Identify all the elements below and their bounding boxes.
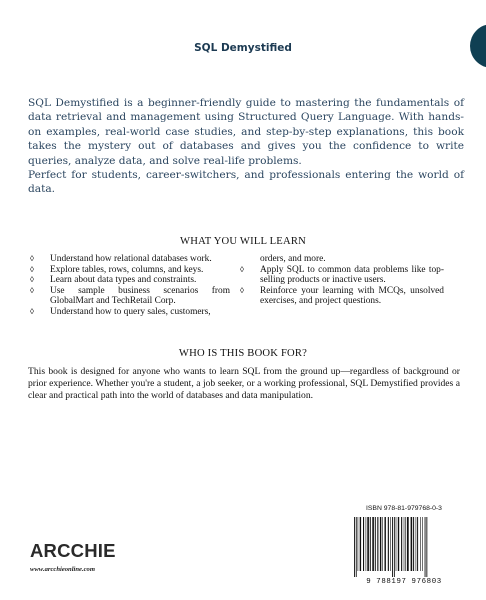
barcode-bar: [377, 517, 378, 571]
diamond-bullet-icon: ◊: [30, 275, 34, 285]
barcode-bar: [375, 517, 376, 571]
learn-heading: WHAT YOU WILL LEARN: [180, 236, 306, 247]
who-paragraph: This book is designed for anyone who wants to learn SQL from the ground up—regardless of background or prior experience. Whether you're a student, a job seeker, or a working professional, SQL Demystified provides a clear and practical path into the world of databases and data manipulation.: [28, 366, 460, 402]
learn-item: [30, 275, 230, 286]
barcode-bar: [413, 517, 414, 571]
barcode-bar: [407, 517, 409, 571]
publisher-logo: ARCCHIE: [30, 540, 116, 561]
barcode-bar: [360, 517, 361, 571]
learn-item: [240, 265, 444, 286]
barcode-bar: [367, 517, 369, 571]
barcode-bar: [382, 517, 383, 571]
learn-item: [30, 307, 230, 318]
barcode-bar: [422, 517, 423, 571]
book-title: SQL Demystified: [194, 42, 292, 54]
barcode-bar: [404, 517, 405, 571]
blurb-paragraph-1: SQL Demystified is a beginner-friendly guide to mastering the fundamentals of data retrieval and management using Structured Query Language. With hands-on examples, real-world case studies, and step-by-step explanations, this book takes the mystery out of databases and gives you the confidence to write queries, analyze data, and solve real-life problems.: [28, 97, 464, 167]
learn-list-left: [30, 254, 230, 318]
barcode-bar: [366, 517, 367, 571]
barcode-bar: [417, 517, 418, 571]
barcode-bar: [385, 517, 386, 571]
barcode-bar: [394, 517, 395, 577]
barcode-bars: [352, 517, 462, 577]
isbn-barcode: [344, 505, 464, 593]
barcode-bar: [354, 517, 355, 577]
learn-item-text: Apply SQL to common data problems like top-selling products or inactive users.: [260, 264, 444, 286]
learn-item-text: Use sample business scenarios from GlobalMart and TechRetail Corp.: [50, 285, 230, 307]
learn-item: [30, 286, 230, 307]
diamond-bullet-icon: ◊: [30, 285, 34, 295]
barcode-bar: [420, 517, 421, 571]
barcode-digits: 9 788197 976803: [366, 578, 442, 586]
diamond-bullet-icon: ◊: [30, 254, 34, 263]
learn-item: [30, 265, 230, 276]
barcode-bar: [392, 517, 393, 577]
barcode-bar: [396, 517, 397, 571]
learn-item: [30, 254, 230, 265]
publisher-website: www.arcchieonline.com: [30, 566, 95, 573]
barcode-bar: [388, 517, 389, 571]
learn-item-text: Learn about data types and constraints.: [50, 275, 197, 286]
diamond-bullet-icon: ◊: [240, 285, 244, 295]
barcode-bar: [380, 517, 381, 571]
who-heading: WHO IS THIS BOOK FOR?: [178, 348, 308, 359]
barcode-bar: [372, 517, 374, 571]
learn-item-continuation: orders, and more.: [260, 254, 326, 264]
learn-item-text: Reinforce your learning with MCQs, unsolved exercises, and project questions.: [260, 285, 444, 307]
barcode-bar: [401, 517, 402, 571]
barcode-bar: [425, 517, 426, 577]
barcode-bar: [405, 517, 406, 571]
learn-list-right: [240, 254, 444, 307]
barcode-bar: [426, 517, 427, 577]
diamond-bullet-icon: ◊: [240, 264, 244, 274]
barcode-bar: [370, 517, 371, 571]
blurb-paragraph-2: Perfect for students, career-switchers, and professionals entering the world of data.: [28, 169, 464, 196]
isbn-label: ISBN 978-81-979768-0-3: [366, 505, 442, 512]
diamond-bullet-icon: ◊: [30, 264, 34, 274]
diamond-bullet-icon: ◊: [30, 306, 34, 316]
learn-item: [240, 286, 444, 307]
barcode-bar: [390, 517, 391, 571]
barcode-bar: [416, 517, 417, 571]
barcode-bar: [411, 517, 413, 571]
barcode-bar: [356, 517, 357, 577]
learn-item-text: Explore tables, rows, columns, and keys.: [50, 264, 204, 275]
barcode-bar: [398, 517, 399, 571]
learn-item-text: Understand how to query sales, customers,: [50, 306, 211, 317]
barcode-bar: [358, 517, 359, 571]
learn-item-text: Understand how relational databases work.: [50, 254, 212, 264]
barcode-bar: [363, 517, 364, 571]
